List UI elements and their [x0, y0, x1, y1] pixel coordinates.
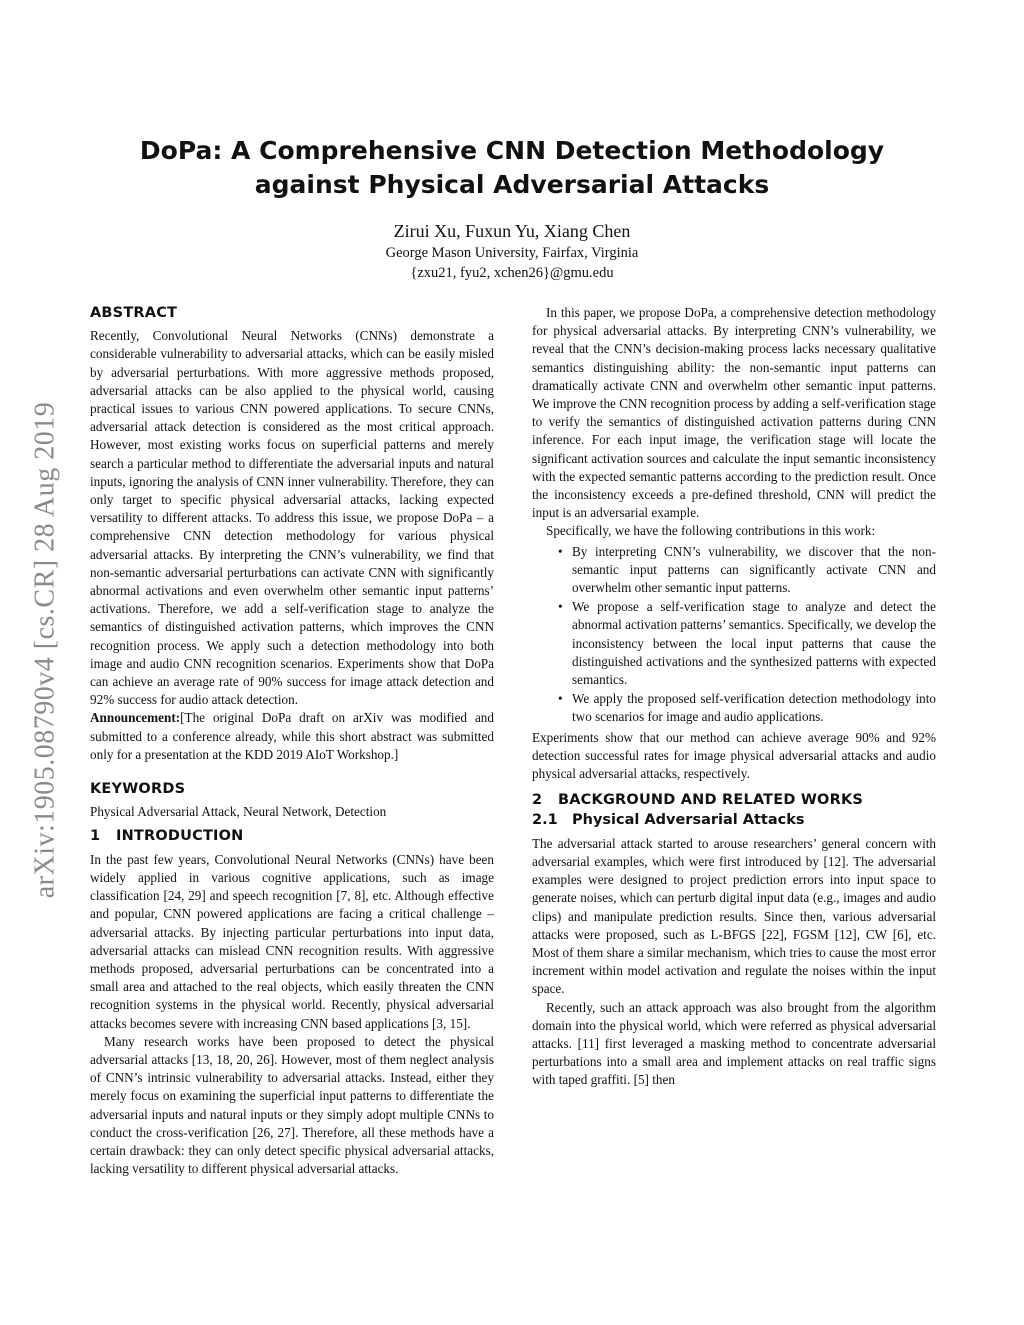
intro-paragraph-1: In the past few years, Convolutional Neural Networks (CNNs) have been widely applied in various cognitive applications, such as image classification [24, 29] and speech recognition [7, 8], etc. Although effective and popular, CNN powered applications are facing a critical challenge – adversarial attacks. By injecting particular perturbations into input data, adversarial attacks can mislead CNN recognition results. With aggressive methods proposed, adversarial perturbations can be concentrated into a small area and attached to the real objects, which easily threaten the CNN recognition systems in the physical world. Recently, physical adversarial attacks becomes severe with increasing CNN based applications [3, 15].	[90, 851, 494, 1031]
keywords-heading: KEYWORDS	[90, 781, 186, 798]
keywords-text: Physical Adversarial Attack, Neural Network, Detection	[90, 804, 387, 820]
intro-paragraph-5: Experiments show that our method can achieve average 90% and 92% detection successful rates for image physical adversarial attacks and audio physical adversarial attacks, respectively.	[532, 729, 936, 782]
subsection-heading	[532, 811, 936, 829]
announcement-label: Announcement:	[90, 710, 181, 726]
intro-paragraph-3: In this paper, we propose DoPa, a comprehensive detection methodology for physical adversarial attacks. By interpreting CNN’s vulnerability, we reveal that the CNN’s decision-making process lacks necessary qualitative semantics distinguishing ability: the non-semantic input patterns can dramatically activate CNN and overwhelm other semantic input patterns. We improve the CNN recognition process by adding a self-verification stage to verify the semantics of distinguished activation patterns during CNN inference. For each input image, the verification stage will locate the significant activation sources and calculate the input semantic inconsistency with the expected semantic patterns according to the prediction result. Once the inconsistency exceeds a pre-defined threshold, CNN will predict the input is an adversarial example.	[532, 305, 936, 521]
introduction-heading	[90, 827, 494, 845]
subsection-title: Physical Adversarial Attacks	[572, 812, 805, 829]
announcement-text: [The original DoPa draft on arXiv was modified and submitted to a conference already, while this short abstract was submitted only for a presentation at the KDD 2019 AIoT Workshop.]	[90, 710, 494, 762]
abstract-body: Recently, Convolutional Neural Networks (CNNs) demonstrate a considerable vulnerability to adversarial attacks, which can be easily misled by adversarial perturbations. With more aggressive methods proposed, adversarial attacks can be also applied to the physical world, causing practical issues to various CNN powered applications. To secure CNNs, adversarial attack detection is considered as the most critical approach. However, most existing works focus on superficial patterns and merely search a particular method to differentiate the adversarial inputs and natural inputs, ignoring the analysis of CNN inner vulnerability. Therefore, they can only target to specific physical adversarial attacks, lacking expected versatility to different attacks. To address this issue, we propose DoPa – a comprehensive CNN detection methodology for various physical adversarial attacks. By interpreting the CNN’s vulnerability, we find that non-semantic adversarial perturbations can activate CNN with significantly abnormal activations and even overwhelm other semantic input patterns’ activations. Therefore, we add a self-verification stage to analyze the semantics of distinguished activation patterns, which improves the CNN recognition process. We apply such a detection methodology into both image and audio CNN recognition scenarios. Experiments show that DoPa can achieve an average rate of 90% success for image attack detection and 92% success for audio attack detection.	[90, 328, 494, 708]
background-paragraph-2: Recently, such an attack approach was also brought from the algorithm domain into the physical world, which were referred as physical adversarial attacks. [11] first leveraged a masking method to concentrate adversarial perturbations into a small area and implement attacks on real traffic signs with taped graffiti. [5] then	[532, 999, 936, 1088]
section-number: 1	[90, 828, 101, 845]
right-column	[532, 304, 936, 1090]
arxiv-identifier	[20, 350, 70, 950]
author-emails: {zxu21, fyu2, xchen26}@gmu.edu	[410, 265, 614, 281]
paper-title: DoPa: A Comprehensive CNN Detection Methodology against Physical Adversarial Attacks	[139, 136, 885, 199]
section-number: 2	[532, 792, 543, 809]
contribution-list	[532, 543, 936, 727]
affiliation: George Mason University, Fairfax, Virginia	[385, 245, 639, 261]
intro-paragraph-2: Many research works have been proposed to detect the physical adversarial attacks [13, 18, 20, 26]. However, most of them neglect analysis of CNN’s intrinsic vulnerability to adversarial attacks. Instead, either they merely focus on examining the superficial input patterns to differentiate the adversarial inputs and natural inputs or they simply adopt multiple CNNs to conduct the cross-verification [26, 27]. Therefore, all these methods have a certain drawback: they can only detect specific physical adversarial attacks, lacking versatility to different physical adversarial attacks.	[90, 1033, 494, 1177]
announcement	[90, 709, 494, 764]
section-title: INTRODUCTION	[116, 828, 244, 845]
contribution-item: • By interpreting CNN’s vulnerability, we discover that the non-semantic input patterns can significantly activate CNN and overwhelm other semantic input patterns.	[572, 543, 936, 598]
contribution-item: • We apply the proposed self-verification detection methodology into two scenarios for image and audio applications.	[572, 690, 936, 726]
background-paragraph-1: The adversarial attack started to arouse researchers’ general concern with adversarial examples, which were first introduced by [12]. The adversarial examples were designed to project prediction errors into input space to generate noises, which can perturb digital input data (e.g., images and audio clips) and manipulate prediction results. Since then, various adversarial attacks were proposed, such as L-BFGS [22], FGSM [12], CW [6], etc. Most of them share a similar mechanism, which tries to cause the most error increment within model activation and regulate the noises within the input space.	[532, 835, 936, 997]
background-heading	[532, 791, 936, 809]
arxiv-identifier-text: arXiv:1905.08790v4 [cs.CR] 28 Aug 2019	[29, 401, 60, 899]
abstract-heading: ABSTRACT	[90, 305, 178, 321]
contribution-item: • We propose a self-verification stage to analyze and detect the abnormal activation patterns’ semantics. Specifically, we develop the inconsistency between the local input patterns that cause the distinguished activations and the synthesized patterns with expected semantics.	[572, 598, 936, 689]
left-column	[90, 304, 494, 1178]
author-list: Zirui Xu, Fuxun Yu, Xiang Chen	[393, 221, 631, 241]
affiliation-block	[212, 243, 812, 283]
section-title: BACKGROUND AND RELATED WORKS	[558, 792, 864, 809]
subsection-number: 2.1	[532, 812, 558, 829]
intro-paragraph-4: Specifically, we have the following contributions in this work:	[546, 523, 876, 539]
